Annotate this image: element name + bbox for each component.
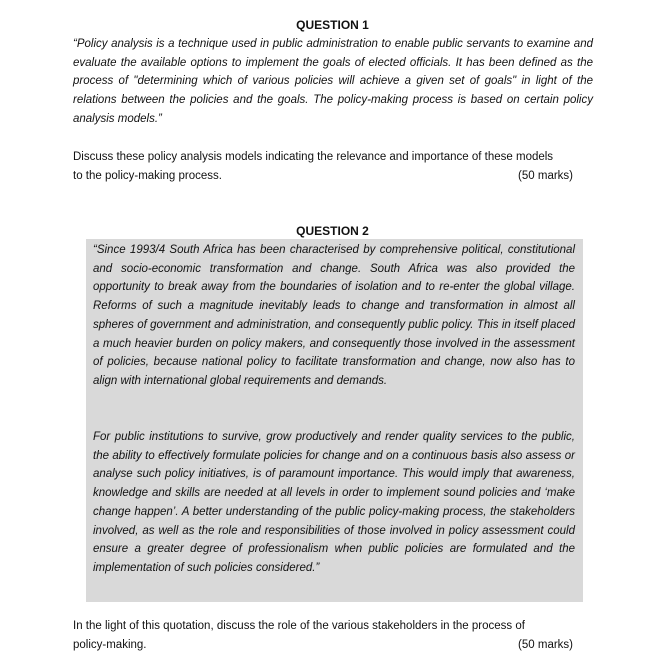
question-2-quote-paragraph-1: “Since 1993/4 South Africa has been characterised by comprehensive political, constitutional and socio-economic transformation and change. South Africa was also provided the opportunity to break away from the boundaries of isolation and to re-enter the global village. Reforms of such a magnitude inevitably leads to change and transformation in almost all spheres of government and administration, and consequently public policy. This in itself placed a much heavier burden on policy makers, and consequently those involved in the assessment of policies, because national policy to facilitate transformation and change, now also has to align with international global requirements and demands. (93, 244, 575, 387)
question-2-marks-line (73, 636, 593, 655)
question-1-instruction: Discuss these policy analysis models indicating the relevance and importance of these models (73, 151, 554, 163)
question-2-title: QUESTION 2 (296, 224, 369, 238)
question-2-instruction: In the light of this quotation, discuss the role of the various stakeholders in the process of (73, 620, 525, 632)
question-1-marks: (50 marks) (518, 169, 573, 182)
question-1-marks-line (73, 167, 593, 186)
question-1-instruction-block (73, 148, 593, 185)
question-2-instruction-end: policy-making. (73, 638, 147, 651)
question-1-quote: “Policy analysis is a technique used in public administration to enable public servants to examine and evaluate the available options to implement the goals of elected officials. It has been defined as the process of "determining which of various policies will achieve a given set of goals" in light of the relations between the policies and the goals. The policy-making process is based on certain policy analysis models.” (73, 38, 593, 125)
question-2-instruction-block (73, 617, 593, 654)
question-1-title: QUESTION 1 (296, 18, 369, 32)
question-2-quote-box (86, 239, 583, 602)
question-2-quote-paragraph-2: For public institutions to survive, grow productively and render quality services to the public, the ability to effectively formulate policies for change and on a continuous basis also assess or analyse such policy initiatives, is of paramount importance. This would imply that awareness, knowledge and skills are needed at all levels in order to implement sound policies and ‘make change happen’. A better understanding of the public policy-making process, the stakeholders involved, as well as the role and responsibilities of those involved in policy assessment could ensure a greater degree of professionalism when public policies are formulated and the implementation of such policies considered.” (93, 431, 575, 574)
question-2-marks: (50 marks) (518, 638, 573, 651)
question-1-instruction-end: to the policy-making process. (73, 169, 222, 182)
